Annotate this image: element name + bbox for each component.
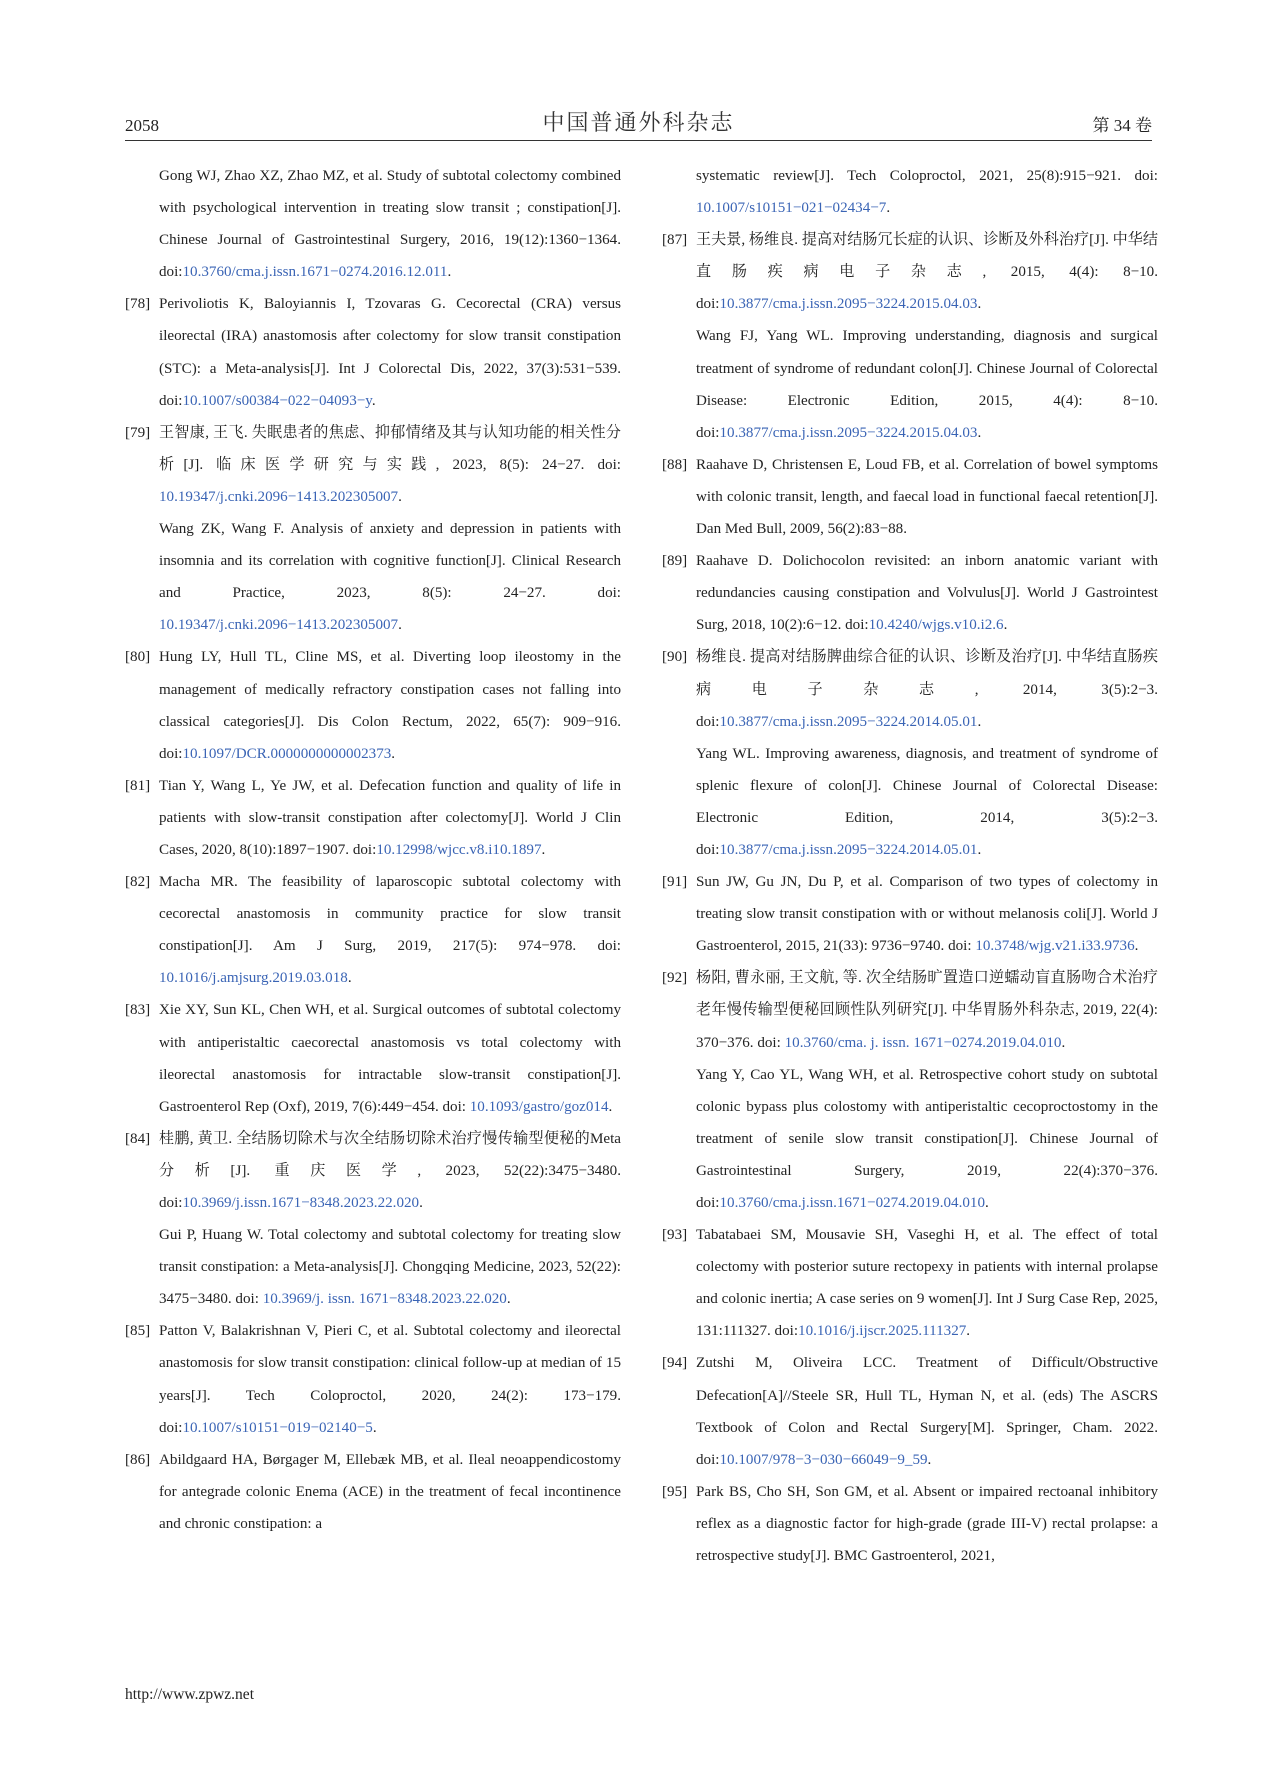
reference-number: [94] <box>662 1355 688 1372</box>
reference-number: [95] <box>662 1483 688 1500</box>
doi-link[interactable]: 10.3760/cma.j.issn.1671−0274.2019.04.010 <box>719 1195 986 1211</box>
reference-item <box>125 160 621 288</box>
reference-number: [79] <box>125 424 151 441</box>
doi-link[interactable]: 10.3877/cma.j.issn.2095−3224.2014.05.01 <box>719 713 978 730</box>
reference-body: Raahave D. Dolichocolon revisited: an inborn anatomic variant with redundancies causing constipation and Volvulus[J]. World J Gastrointest Surg, 2018, 10(2):6−12. doi:10.4240/wjgs.v10.i2.6. <box>696 553 1158 634</box>
reference-text: Tian Y, Wang L, Ye JW, et al. Defecation function and quality of life in patients with slow-transit constipation after colectomy[J]. World J Clin Cases, 2020, 8(10):1897−1907. doi: <box>159 777 621 858</box>
reference-number: [78] <box>125 296 151 313</box>
reference-translation: Wang FJ, Yang WL. Improving understanding, diagnosis and surgical treatment of syndrome of redundant colon[J]. Chinese Journal of Colorectal Disease: Electronic Edition, 2015, 4(4): 8−10. doi:10.3877/cma.j.issn.2095−3224.2015.04.03. <box>696 328 1158 441</box>
reference-text: Macha MR. The feasibility of laparoscopic subtotal colectomy with cecorectal anastomosis in community practice for slow transit constipation[J]. Am J Surg, 2019, 217(5): 974−978. doi: <box>159 874 621 955</box>
reference-column-right <box>662 160 1158 1572</box>
reference-item <box>662 1219 1158 1347</box>
reference-number: [93] <box>662 1227 688 1244</box>
reference-text: Raahave D. Dolichocolon revisited: an inborn anatomic variant with redundancies causing constipation and Volvulus[J]. World J Gastrointest Surg, 2018, 10(2):6−12. doi: <box>696 553 1158 634</box>
reference-translation: Gui P, Huang W. Total colectomy and subtotal colectomy for treating slow transit constipation: a Meta-analysis[J]. Chongqing Medicine, 2023, 52(22): 3475−3480. doi: 10.3969/j. issn. 1671−8348.2023.22.020. <box>159 1227 621 1308</box>
reference-translation: Yang Y, Cao YL, Wang WH, et al. Retrospective cohort study on subtotal colonic bypass plus colostomy with antiperistaltic cecoproctostomy in the treatment of senile slow transit constipation[J]. Chinese Journal of Gastrointestinal Surgery, 2019, 22(4):370−376. doi:10.3760/cma.j.issn.1671−0274.2019.04.010. <box>696 1066 1158 1211</box>
reference-body: 杨维良. 提高对结肠脾曲综合征的认识、诊断及治疗[J]. 中华结直肠疾病电子杂志, 2014, 3(5):2−3. doi:10.3877/cma.j.issn.2095−3224.2014.05.01. <box>696 649 1158 730</box>
reference-item <box>662 1347 1158 1475</box>
reference-text: Patton V, Balakrishnan V, Pieri C, et al. Subtotal colectomy and ileorectal anastomosis for slow transit constipation: clinical follow-up at median of 15 years[J]. Tech Coloproctol, 2020, 24(2): 173−179. doi: <box>159 1323 621 1436</box>
reference-text: Gong WJ, Zhao XZ, Zhao MZ, et al. Study of subtotal colectomy combined with psychological intervention in treating slow transit ; constipation[J]. Chinese Journal of Gastrointestinal Surgery, 2016, 19(12):1360−1364. doi: <box>159 168 621 281</box>
translation-text: Wang ZK, Wang F. Analysis of anxiety and depression in patients with insomnia and its correlation with cognitive function[J]. Clinical Research and Practice, 2023, 8(5): 24−27. doi: <box>159 521 621 602</box>
doi-link[interactable]: 10.1016/j.amjsurg.2019.03.018 <box>159 970 348 987</box>
page-number: 2058 <box>125 116 159 135</box>
reference-text: Park BS, Cho SH, Son GM, et al. Absent or impaired rectoanal inhibitory reflex as a diagnostic factor for high-grade (grade III-V) rectal prolapse: a retrospective study[J]. BMC Gastroenterol, 2021, <box>696 1483 1158 1565</box>
reference-text: Sun JW, Gu JN, Du P, et al. Comparison of two types of colectomy in treating slow transit constipation with or without melanosis coli[J]. World J Gastroenterol, 2015, 21(33): 9736−9740. doi: <box>696 874 1158 955</box>
doi-link[interactable]: 10.1007/s10151−019−02140−5 <box>182 1419 373 1436</box>
doi-link[interactable]: 10.3748/wjg.v21.i33.9736 <box>975 938 1135 955</box>
running-header <box>125 104 1152 141</box>
reference-body <box>159 1444 621 1540</box>
reference-number: [88] <box>662 456 688 473</box>
doi-link[interactable]: 10.3969/j.issn.1671−8348.2023.22.020 <box>182 1195 420 1211</box>
volume-label: 第 34 卷 <box>1092 116 1152 135</box>
reference-item <box>125 1123 621 1316</box>
doi-link[interactable]: 10.3969/j. issn. 1671−8348.2023.22.020 <box>262 1291 507 1308</box>
doi-link[interactable]: 10.1093/gastro/goz014 <box>469 1098 609 1115</box>
reference-text: Tabatabaei SM, Mousavie SH, Vaseghi H, et al. The effect of total colectomy with posterior suture rectopexy in patients with internal prolapse and colonic inertia; A case series on 9 women[J]. Int J Surg Case Rep, 2025, 131:111327. doi: <box>696 1227 1158 1340</box>
reference-item <box>662 1476 1158 1572</box>
reference-item <box>662 962 1158 1219</box>
doi-link[interactable]: 10.1007/s10151−021−02434−7 <box>696 200 887 217</box>
doi-link[interactable]: 10.3877/cma.j.issn.2095−3224.2014.05.01 <box>719 841 978 858</box>
reference-text: 桂鹏, 黄卫. 全结肠切除术与次全结肠切除术治疗慢传输型便秘的Meta分析[J]. 重庆医学, 2023, 52(22):3475−3480. doi: <box>159 1130 621 1211</box>
translation-text: Yang Y, Cao YL, Wang WH, et al. Retrospective cohort study on subtotal colonic bypass plus colostomy with antiperistaltic cecoproctostomy in the treatment of senile slow transit constipation[J]. Chinese Journal of Gastrointestinal Surgery, 2019, 22(4):370−376. doi: <box>696 1066 1158 1211</box>
reference-number: [91] <box>662 874 688 891</box>
doi-link[interactable]: 10.3877/cma.j.issn.2095−3224.2015.04.03 <box>719 424 978 441</box>
reference-item <box>125 417 621 642</box>
doi-link[interactable]: 10.1016/j.ijscr.2025.111327 <box>798 1323 967 1340</box>
reference-text: Zutshi M, Oliveira LCC. Treatment of Difficult/Obstructive Defecation[A]//Steele SR, Hull TL, Hyman N, et al. (eds) The ASCRS Textbook of Colon and Rectal Surgery[M]. Springer, Cham. 2022. doi: <box>696 1355 1158 1468</box>
reference-number: [84] <box>125 1130 151 1147</box>
reference-text: Hung LY, Hull TL, Cline MS, et al. Diverting loop ileostomy in the management of medically refractory constipation cases not falling into classical categories[J]. Dis Colon Rectum, 2022, 65(7): 909−916. doi: <box>159 649 621 762</box>
reference-body: Tian Y, Wang L, Ye JW, et al. Defecation function and quality of life in patients with slow-transit constipation after colectomy[J]. World J Clin Cases, 2020, 8(10):1897−1907. doi:10.12998/wjcc.v8.i10.1897. <box>159 777 621 858</box>
reference-body: 杨阳, 曹永丽, 王文航, 等. 次全结肠旷置造口逆蠕动盲直肠吻合术治疗老年慢传输型便秘回顾性队列研究[J]. 中华胃肠外科杂志, 2019, 22(4): 370−376. doi: 10.3760/cma. j. issn. 1671−0274.2019.04.010. <box>696 970 1158 1051</box>
doi-link[interactable]: 10.1097/DCR.0000000000002373 <box>182 745 392 762</box>
reference-item <box>125 994 621 1122</box>
translation-text: Wang FJ, Yang WL. Improving understanding, diagnosis and surgical treatment of syndrome of redundant colon[J]. Chinese Journal of Colorectal Disease: Electronic Edition, 2015, 4(4): 8−10. doi: <box>696 328 1158 441</box>
reference-item <box>662 160 1158 224</box>
reference-body: Xie XY, Sun KL, Chen WH, et al. Surgical outcomes of subtotal colectomy with antiperistaltic caecorectal anastomosis vs total colectomy with ileorectal anastomosis for intractable slow-transit constipation[J]. Gastroenterol Rep (Oxf), 2019, 7(6):449−454. doi: 10.1093/gastro/goz014. <box>159 1002 621 1115</box>
footer-url[interactable]: http://www.zpwz.net <box>125 1686 254 1703</box>
reference-column-left <box>125 160 621 1540</box>
reference-item <box>125 1315 621 1443</box>
doi-link[interactable]: 10.12998/wjcc.v8.i10.1897 <box>376 841 542 858</box>
reference-text: Abildgaard HA, Børgager M, Ellebæk MB, et al. Ileal neoappendicostomy for antegrade colonic Enema (ACE) in the treatment of fecal incontinence and chronic constipation: a <box>159 1451 621 1532</box>
reference-body: Zutshi M, Oliveira LCC. Treatment of Difficult/Obstructive Defecation[A]//Steele SR, Hull TL, Hyman N, et al. (eds) The ASCRS Textbook of Colon and Rectal Surgery[M]. Springer, Cham. 2022. doi:10.1007/978−3−030−66049−9_59. <box>696 1355 1158 1468</box>
reference-item <box>662 641 1158 866</box>
reference-body: Sun JW, Gu JN, Du P, et al. Comparison of two types of colectomy in treating slow transit constipation with or without melanosis coli[J]. World J Gastroenterol, 2015, 21(33): 9736−9740. doi: 10.3748/wjg.v21.i33.9736. <box>696 874 1158 955</box>
reference-item <box>662 866 1158 962</box>
reference-body: Perivoliotis K, Baloyiannis I, Tzovaras G. Cecorectal (CRA) versus ileorectal (IRA) anastomosis after colectomy for slow transit constipation (STC): a Meta-analysis[J]. Int J Colorectal Dis, 2022, 37(3):531−539. doi:10.1007/s00384−022−04093−y. <box>159 296 621 409</box>
reference-number: [90] <box>662 649 688 666</box>
reference-body: 桂鹏, 黄卫. 全结肠切除术与次全结肠切除术治疗慢传输型便秘的Meta分析[J]. 重庆医学, 2023, 52(22):3475−3480. doi:10.3969/j.issn.1671−8348.2023.22.020. <box>159 1130 621 1211</box>
reference-text: 杨维良. 提高对结肠脾曲综合征的认识、诊断及治疗[J]. 中华结直肠疾病电子杂志, 2014, 3(5):2−3. doi: <box>696 649 1158 730</box>
doi-link[interactable]: 10.19347/j.cnki.2096−1413.202305007 <box>159 488 399 505</box>
reference-body: Hung LY, Hull TL, Cline MS, et al. Diverting loop ileostomy in the management of medically refractory constipation cases not falling into classical categories[J]. Dis Colon Rectum, 2022, 65(7): 909−916. doi:10.1097/DCR.0000000000002373. <box>159 649 621 762</box>
doi-link[interactable]: 10.1007/s00384−022−04093−y <box>182 392 372 409</box>
reference-text: Xie XY, Sun KL, Chen WH, et al. Surgical outcomes of subtotal colectomy with antiperistaltic caecorectal anastomosis vs total colectomy with ileorectal anastomosis for intractable slow-transit constipation[J]. Gastroenterol Rep (Oxf), 2019, 7(6):449−454. doi: <box>159 1002 621 1115</box>
reference-text: 杨阳, 曹永丽, 王文航, 等. 次全结肠旷置造口逆蠕动盲直肠吻合术治疗老年慢传输型便秘回顾性队列研究[J]. 中华胃肠外科杂志, 2019, 22(4): 370−376. doi: <box>696 970 1158 1051</box>
reference-body: Gong WJ, Zhao XZ, Zhao MZ, et al. Study of subtotal colectomy combined with psychological intervention in treating slow transit ; constipation[J]. Chinese Journal of Gastrointestinal Surgery, 2016, 19(12):1360−1364. doi:10.3760/cma.j.issn.1671−0274.2016.12.011. <box>159 168 621 281</box>
reference-body: systematic review[J]. Tech Coloproctol, 2021, 25(8):915−921. doi: 10.1007/s10151−021−02434−7. <box>696 168 1158 217</box>
reference-text: Raahave D, Christensen E, Loud FB, et al. Correlation of bowel symptoms with colonic transit, length, and faecal load in functional faecal retention[J]. Dan Med Bull, 2009, 56(2):83−88. <box>696 456 1158 538</box>
reference-text: 王智康, 王飞. 失眠患者的焦虑、抑郁情绪及其与认知功能的相关性分析[J]. 临床医学研究与实践, 2023, 8(5): 24−27. doi: <box>159 424 621 473</box>
reference-item <box>125 770 621 866</box>
reference-number: [92] <box>662 970 688 987</box>
reference-body: Tabatabaei SM, Mousavie SH, Vaseghi H, et al. The effect of total colectomy with posterior suture rectopexy in patients with internal prolapse and colonic inertia; A case series on 9 women[J]. Int J Surg Case Rep, 2025, 131:111327. doi:10.1016/j.ijscr.2025.111327. <box>696 1227 1158 1340</box>
translation-text: Gui P, Huang W. Total colectomy and subtotal colectomy for treating slow transit constipation: a Meta-analysis[J]. Chongqing Medicine, 2023, 52(22): 3475−3480. doi: <box>159 1227 621 1308</box>
reference-item <box>662 224 1158 449</box>
reference-body: Patton V, Balakrishnan V, Pieri C, et al. Subtotal colectomy and ileorectal anastomosis for slow transit constipation: clinical follow-up at median of 15 years[J]. Tech Coloproctol, 2020, 24(2): 173−179. doi:10.1007/s10151−019−02140−5. <box>159 1323 621 1436</box>
doi-link[interactable]: 10.3760/cma.j.issn.1671−0274.2016.12.011 <box>182 264 448 281</box>
reference-number: [85] <box>125 1323 151 1340</box>
reference-text: systematic review[J]. Tech Coloproctol, 2021, 25(8):915−921. doi: <box>696 168 1158 184</box>
reference-number: [81] <box>125 777 151 794</box>
reference-item <box>125 866 621 994</box>
reference-body: 王智康, 王飞. 失眠患者的焦虑、抑郁情绪及其与认知功能的相关性分析[J]. 临床医学研究与实践, 2023, 8(5): 24−27. doi: 10.19347/j.cnki.2096−1413.202305007. <box>159 424 621 505</box>
reference-item <box>125 288 621 416</box>
reference-body: 王夫景, 杨维良. 提高对结肠冗长症的认识、诊断及外科治疗[J]. 中华结直肠疾病电子杂志, 2015, 4(4): 8−10. doi:10.3877/cma.j.issn.2095−3224.2015.04.03. <box>696 232 1158 313</box>
doi-link[interactable]: 10.3760/cma. j. issn. 1671−0274.2019.04.010 <box>784 1034 1062 1051</box>
reference-number: [83] <box>125 1002 151 1019</box>
reference-number: [87] <box>662 232 688 249</box>
reference-number: [80] <box>125 649 151 666</box>
doi-link[interactable]: 10.3877/cma.j.issn.2095−3224.2015.04.03 <box>719 296 978 313</box>
journal-title: 中国普通外科杂志 <box>542 111 735 136</box>
reference-item <box>125 641 621 769</box>
reference-body: Macha MR. The feasibility of laparoscopic subtotal colectomy with cecorectal anastomosis in community practice for slow transit constipation[J]. Am J Surg, 2019, 217(5): 974−978. doi: 10.1016/j.amjsurg.2019.03.018. <box>159 874 621 987</box>
translation-text: Yang WL. Improving awareness, diagnosis, and treatment of syndrome of splenic flexure of colon[J]. Chinese Journal of Colorectal Disease: Electronic Edition, 2014, 3(5):2−3. doi: <box>696 745 1158 858</box>
reference-body <box>696 1476 1158 1572</box>
doi-link[interactable]: 10.4240/wjgs.v10.i2.6 <box>868 617 1004 634</box>
reference-number: [82] <box>125 874 151 891</box>
reference-item <box>662 545 1158 641</box>
reference-item <box>125 1444 621 1540</box>
doi-link[interactable]: 10.1007/978−3−030−66049−9_59 <box>719 1451 928 1468</box>
reference-translation: Wang ZK, Wang F. Analysis of anxiety and depression in patients with insomnia and its correlation with cognitive function[J]. Clinical Research and Practice, 2023, 8(5): 24−27. doi: 10.19347/j.cnki.2096−1413.202305007. <box>159 521 621 634</box>
reference-number: [86] <box>125 1451 151 1468</box>
reference-body <box>696 449 1158 545</box>
reference-item <box>662 449 1158 545</box>
reference-number: [89] <box>662 553 688 570</box>
reference-text: Perivoliotis K, Baloyiannis I, Tzovaras G. Cecorectal (CRA) versus ileorectal (IRA) anastomosis after colectomy for slow transit constipation (STC): a Meta-analysis[J]. Int J Colorectal Dis, 2022, 37(3):531−539. doi: <box>159 296 621 409</box>
doi-link[interactable]: 10.19347/j.cnki.2096−1413.202305007 <box>159 617 399 634</box>
reference-text: 王夫景, 杨维良. 提高对结肠冗长症的认识、诊断及外科治疗[J]. 中华结直肠疾病电子杂志, 2015, 4(4): 8−10. doi: <box>696 232 1158 313</box>
reference-translation: Yang WL. Improving awareness, diagnosis, and treatment of syndrome of splenic flexure of colon[J]. Chinese Journal of Colorectal Disease: Electronic Edition, 2014, 3(5):2−3. doi:10.3877/cma.j.issn.2095−3224.2014.05.01. <box>696 745 1158 858</box>
